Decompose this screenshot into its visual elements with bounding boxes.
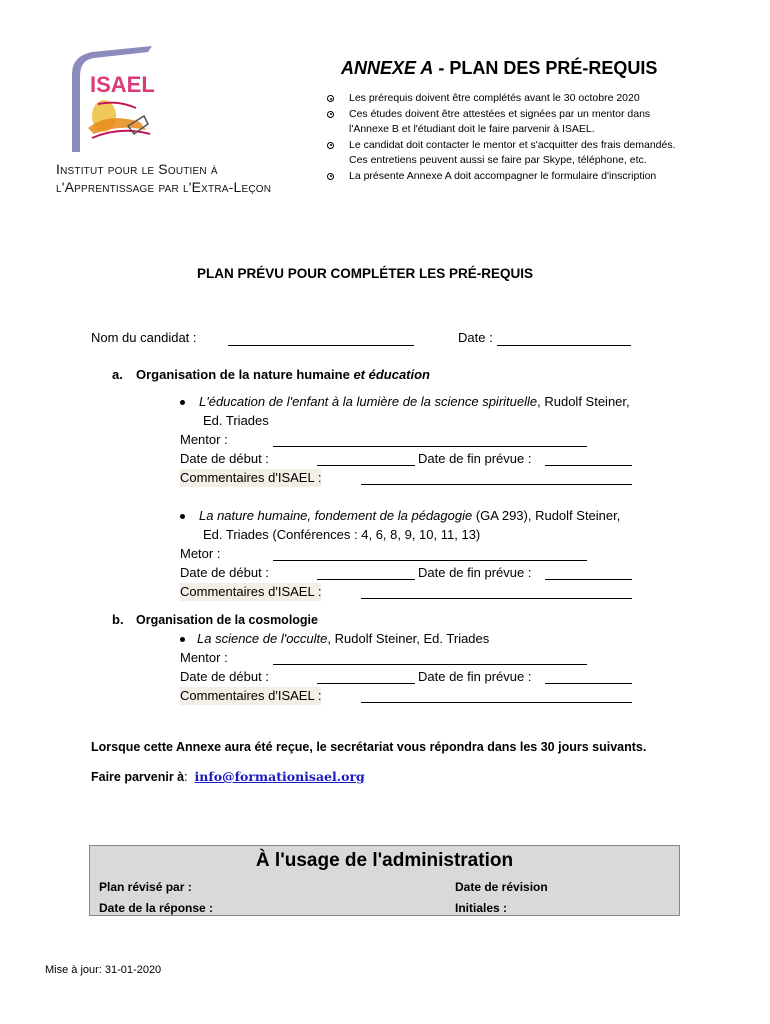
bullet-icon [180, 514, 185, 519]
candidate-name-field[interactable] [228, 345, 414, 346]
b1-start-label: Date de début : [180, 669, 269, 684]
a1-comments-label: Commentaires d'ISAEL : [180, 470, 322, 485]
section-a-title-italic: et éducation [353, 367, 431, 382]
logo-tagline [56, 160, 271, 196]
requirement-item [327, 91, 682, 107]
bullet-icon [327, 111, 334, 118]
response-note: Lorsque cette Annexe aura été reçue, le secrétariat vous répondra dans les 30 jours suivants. [91, 740, 647, 754]
a2-start-label: Date de début : [180, 565, 269, 580]
requirement-text: Ces études doivent être attestées et signées par un mentor dans l'Annexe B et l'étudiant doit le faire parvenir à ISAEL. [349, 107, 651, 135]
section-a-title [136, 366, 430, 384]
initials-label: Initiales : [455, 901, 508, 915]
a1-start-field[interactable] [317, 465, 415, 466]
section-a-marker: a. [112, 367, 123, 382]
a1-title [180, 393, 630, 411]
a1-comments-field[interactable] [361, 484, 632, 485]
logo-tagline-line2: l'Apprentissage par l'Extra-Leçon [56, 179, 272, 195]
requirement-item [327, 107, 682, 138]
b1-mentor-field[interactable] [273, 664, 587, 665]
bullet-icon [180, 400, 185, 405]
a1-end-field[interactable] [545, 465, 632, 466]
bullet-icon [327, 173, 334, 180]
a1-title-italic: L'éducation de l'enfant à la lumière de la science spirituelle [199, 394, 538, 409]
bullet-icon [180, 637, 185, 642]
a1-publisher: Ed. Triades [203, 413, 269, 428]
annex-title [341, 58, 657, 79]
b1-end-label: Date de fin prévue : [418, 669, 532, 684]
email-link[interactable]: info@formationisael.org [194, 769, 365, 784]
requirement-item [327, 169, 682, 185]
candidate-date-field[interactable] [497, 345, 631, 346]
section-b-title: Organisation de la cosmologie [136, 613, 318, 627]
annex-title-rest: - PLAN DES PRÉ-REQUIS [433, 58, 658, 78]
b1-mentor-label: Mentor : [180, 650, 228, 665]
requirement-item [327, 138, 682, 169]
admin-box [89, 845, 680, 916]
requirement-text: Le candidat doit contacter le mentor et s'acquitter des frais demandés. Ces entretiens peuvent aussi se faire par Skype, téléphone, etc. [349, 138, 676, 166]
a1-mentor-label: Mentor : [180, 432, 228, 447]
section-a-title-plain: Organisation de la nature humaine [136, 367, 354, 382]
requirement-text: La présente Annexe A doit accompagner le formulaire d'inscription [349, 169, 657, 182]
b1-end-field[interactable] [545, 683, 632, 684]
a2-start-field[interactable] [317, 579, 415, 580]
send-to-colon: : [184, 770, 188, 784]
a1-start-label: Date de début : [180, 451, 269, 466]
a2-title [180, 507, 620, 525]
logo-tagline-line1: Institut pour le Soutien à [56, 161, 218, 177]
candidate-date-label: Date : [458, 330, 493, 345]
a2-end-label: Date de fin prévue : [418, 565, 532, 580]
requirement-text: Les prérequis doivent être complétés avant le 30 octobre 2020 [349, 92, 640, 104]
a1-end-label: Date de fin prévue : [418, 451, 532, 466]
a2-end-field[interactable] [545, 579, 632, 580]
b1-start-field[interactable] [317, 683, 415, 684]
a2-title-italic: La nature humaine, fondement de la pédagogie [199, 508, 473, 523]
logo-brand: ISAEL [90, 72, 155, 97]
plan-revised-label: Plan révisé par : [99, 880, 192, 894]
annex-title-italic: ANNEXE A [341, 58, 434, 78]
send-to-label: Faire parvenir à [91, 770, 185, 784]
plan-title: PLAN PRÉVU POUR COMPLÉTER LES PRÉ-REQUIS [197, 266, 534, 281]
b1-comments-field[interactable] [361, 702, 632, 703]
section-b-marker: b. [112, 612, 124, 627]
requirements-list [327, 91, 682, 184]
b1-title-rest: , Rudolf Steiner, Ed. Triades [327, 631, 490, 646]
send-to-line [91, 768, 365, 786]
candidate-name-label: Nom du candidat : [91, 330, 197, 345]
bullet-icon [327, 142, 334, 149]
update-date: Mise à jour: 31-01-2020 [45, 964, 162, 976]
response-date-label: Date de la réponse : [99, 901, 214, 915]
a1-mentor-field[interactable] [273, 446, 587, 447]
revision-date-label: Date de révision [455, 880, 548, 894]
b1-title [180, 630, 489, 648]
a1-title-rest: , Rudolf Steiner, [537, 394, 630, 409]
admin-title: À l'usage de l'administration [255, 850, 514, 871]
b1-comments-label: Commentaires d'ISAEL : [180, 688, 322, 703]
a2-comments-label: Commentaires d'ISAEL : [180, 584, 322, 599]
a2-mentor-label: Metor : [180, 546, 221, 561]
isael-logo [58, 42, 168, 154]
a2-mentor-field[interactable] [273, 560, 587, 561]
a2-title-rest: (GA 293), Rudolf Steiner, [472, 508, 621, 523]
a2-comments-field[interactable] [361, 598, 632, 599]
bullet-icon [327, 95, 334, 102]
a2-publisher: Ed. Triades (Conférences : 4, 6, 8, 9, 10, 11, 13) [203, 527, 481, 542]
b1-title-italic: La science de l'occulte [197, 631, 328, 646]
